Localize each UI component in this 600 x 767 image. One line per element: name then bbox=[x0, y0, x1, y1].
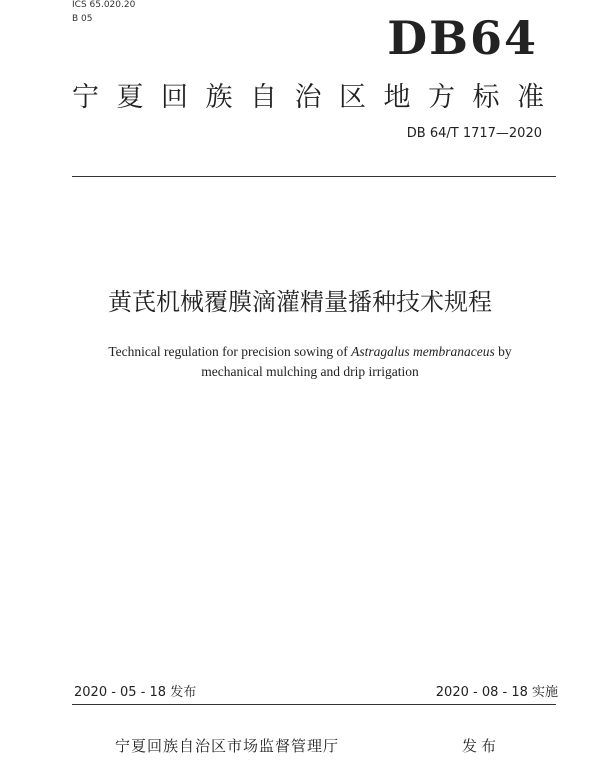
issuer-title-char: 区 bbox=[339, 82, 366, 113]
issue-label: 发布 bbox=[462, 737, 501, 755]
title-english bbox=[60, 342, 560, 382]
title-english-suffix: by bbox=[494, 344, 512, 359]
ccs-code: B 05 bbox=[72, 14, 93, 24]
issuer-title-char: 自 bbox=[250, 82, 277, 113]
issuer-title-char: 标 bbox=[472, 82, 500, 113]
standard-logo: DB64 bbox=[387, 11, 538, 65]
ics-code: ICS 65.020.20 bbox=[72, 0, 136, 10]
issuer-title-char: 方 bbox=[428, 82, 455, 113]
header-divider bbox=[72, 176, 556, 177]
footer-divider bbox=[72, 704, 556, 705]
issuer-title-char: 回 bbox=[161, 82, 188, 113]
issuer-title-char: 治 bbox=[294, 82, 322, 113]
issuer-title bbox=[72, 80, 544, 116]
title-chinese: 黄芪机械覆膜滴灌精量播种技术规程 bbox=[108, 288, 492, 316]
implement-date: 2020 - 08 - 18 实施 bbox=[435, 685, 558, 700]
publish-date: 2020 - 05 - 18 发布 bbox=[74, 685, 197, 700]
issuing-authority: 宁夏回族自治区市场监督管理厅 bbox=[115, 737, 340, 755]
issuer-title-char: 准 bbox=[517, 82, 544, 113]
issuer-title-char: 宁 bbox=[72, 82, 99, 113]
issuer-title-char: 地 bbox=[383, 82, 411, 113]
title-english-line2: mechanical mulching and drip irrigation bbox=[201, 364, 419, 379]
title-english-species: Astragalus membranaceus bbox=[351, 344, 495, 359]
title-english-prefix: Technical regulation for precision sowing of bbox=[108, 344, 352, 359]
issuer-title-char: 族 bbox=[205, 82, 233, 113]
issuer-title-char: 夏 bbox=[116, 82, 144, 113]
standard-number: DB 64/T 1717—2020 bbox=[406, 126, 542, 141]
